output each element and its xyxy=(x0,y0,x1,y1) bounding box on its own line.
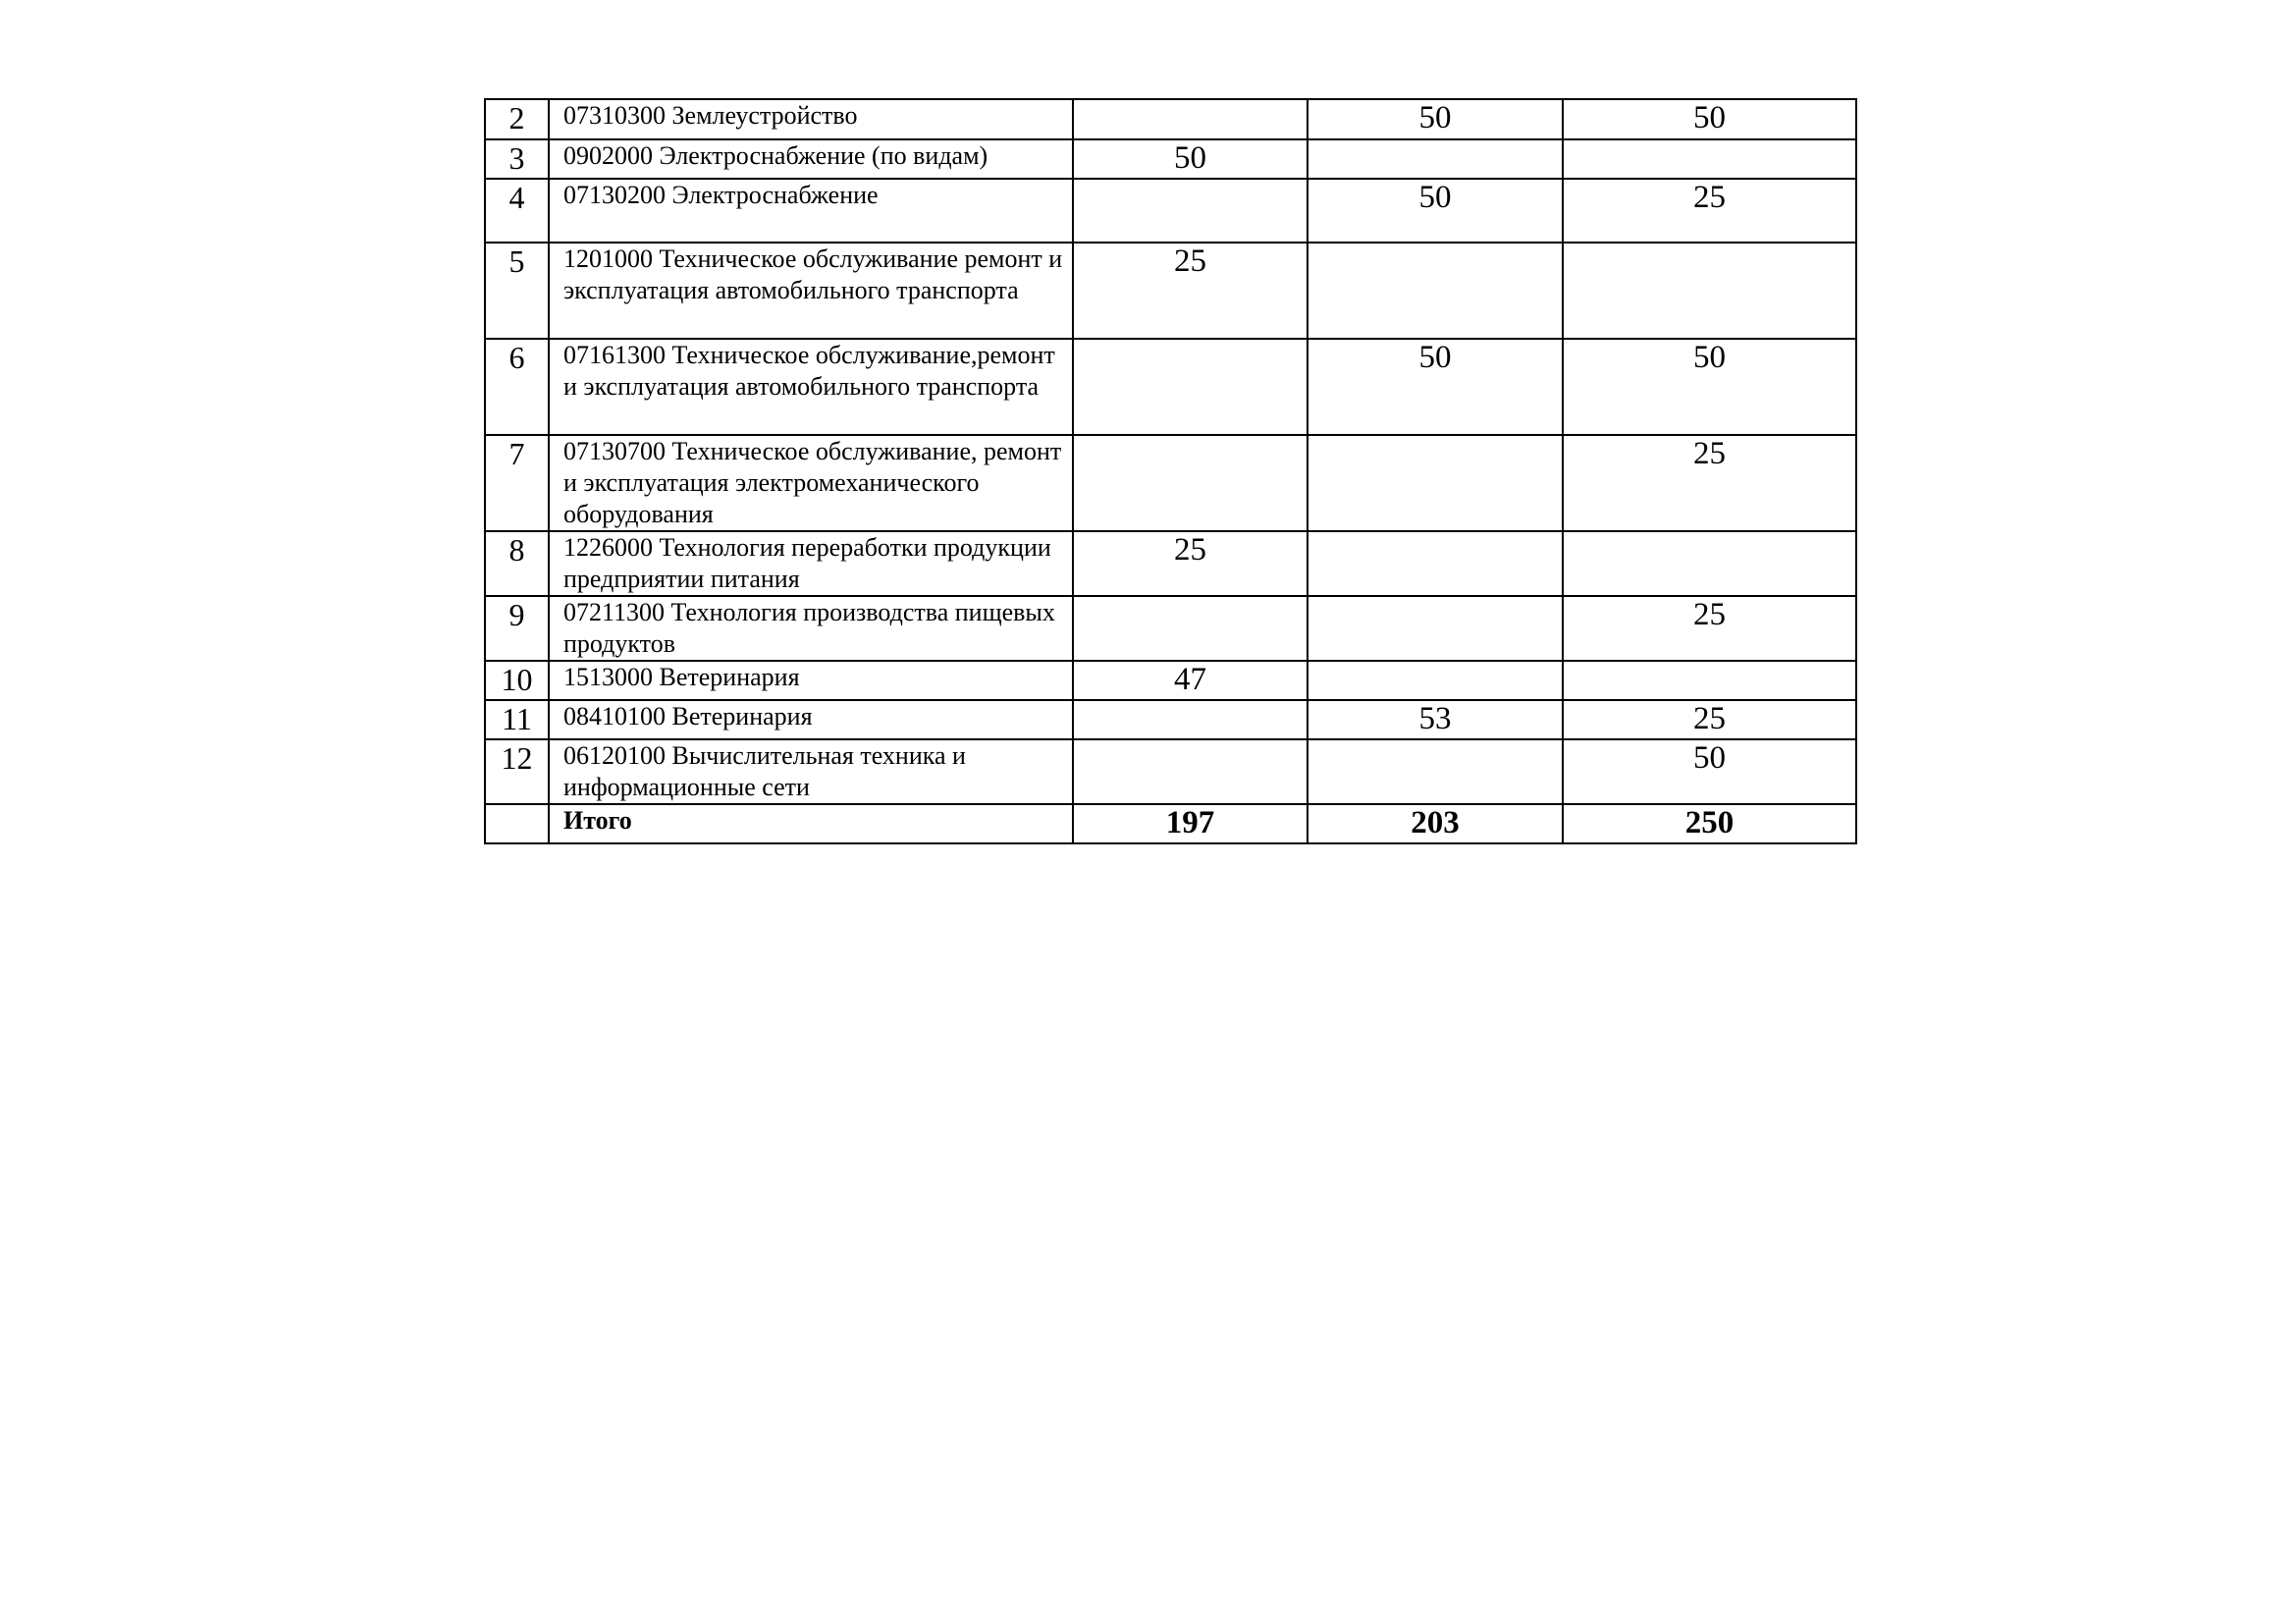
row-number: 11 xyxy=(485,700,549,739)
value-col-2: 53 xyxy=(1308,700,1563,739)
table-row xyxy=(485,661,1856,700)
value-col-2 xyxy=(1308,139,1563,179)
value-col-1 xyxy=(1073,435,1308,531)
row-number: 10 xyxy=(485,661,549,700)
value-col-3: 25 xyxy=(1563,700,1856,739)
specialty-name: 0902000 Электроснабжение (по видам) xyxy=(549,139,1073,179)
row-number: 5 xyxy=(485,243,549,339)
value-col-1: 47 xyxy=(1073,661,1308,700)
total-col-2: 203 xyxy=(1308,804,1563,843)
value-col-3 xyxy=(1563,661,1856,700)
table-row xyxy=(485,596,1856,661)
row-number: 7 xyxy=(485,435,549,531)
value-col-1 xyxy=(1073,179,1308,243)
value-col-2 xyxy=(1308,596,1563,661)
value-col-1 xyxy=(1073,739,1308,804)
specialty-name: 08410100 Ветеринария xyxy=(549,700,1073,739)
total-col-3: 250 xyxy=(1563,804,1856,843)
value-col-2: 50 xyxy=(1308,99,1563,139)
row-number: 9 xyxy=(485,596,549,661)
value-col-1 xyxy=(1073,99,1308,139)
row-number: 6 xyxy=(485,339,549,435)
table-row xyxy=(485,99,1856,139)
value-col-2 xyxy=(1308,661,1563,700)
value-col-3: 50 xyxy=(1563,739,1856,804)
specialty-name: 1226000 Технология переработки продукции предприятии питания xyxy=(549,531,1073,596)
total-label: Итого xyxy=(549,804,1073,843)
specialty-name: 07130200 Электроснабжение xyxy=(549,179,1073,243)
value-col-1 xyxy=(1073,596,1308,661)
specialty-name: 07161300 Техническое обслуживание,ремонт и эксплуатация автомобильного транспорта xyxy=(549,339,1073,435)
value-col-3 xyxy=(1563,139,1856,179)
total-row xyxy=(485,804,1856,843)
value-col-3 xyxy=(1563,531,1856,596)
specialty-name: 1513000 Ветеринария xyxy=(549,661,1073,700)
value-col-3: 25 xyxy=(1563,179,1856,243)
table-row xyxy=(485,339,1856,435)
table-row xyxy=(485,435,1856,531)
table-row xyxy=(485,139,1856,179)
specialty-name: 07310300 Землеустройство xyxy=(549,99,1073,139)
value-col-2 xyxy=(1308,739,1563,804)
value-col-3 xyxy=(1563,243,1856,339)
total-number-cell xyxy=(485,804,549,843)
value-col-1 xyxy=(1073,339,1308,435)
row-number: 8 xyxy=(485,531,549,596)
value-col-3: 50 xyxy=(1563,99,1856,139)
value-col-3: 50 xyxy=(1563,339,1856,435)
value-col-2: 50 xyxy=(1308,339,1563,435)
table-row xyxy=(485,179,1856,243)
specialty-name: 07130700 Техническое обслуживание, ремонт и эксплуатация электромеханического оборудования xyxy=(549,435,1073,531)
value-col-3: 25 xyxy=(1563,435,1856,531)
table-row xyxy=(485,700,1856,739)
total-col-1: 197 xyxy=(1073,804,1308,843)
value-col-1: 50 xyxy=(1073,139,1308,179)
value-col-1: 25 xyxy=(1073,243,1308,339)
specialties-table xyxy=(484,98,1857,844)
row-number: 2 xyxy=(485,99,549,139)
value-col-2: 50 xyxy=(1308,179,1563,243)
value-col-2 xyxy=(1308,243,1563,339)
specialty-name: 07211300 Технология производства пищевых продуктов xyxy=(549,596,1073,661)
row-number: 12 xyxy=(485,739,549,804)
table-row xyxy=(485,531,1856,596)
row-number: 4 xyxy=(485,179,549,243)
value-col-2 xyxy=(1308,435,1563,531)
row-number: 3 xyxy=(485,139,549,179)
table-row xyxy=(485,243,1856,339)
value-col-1: 25 xyxy=(1073,531,1308,596)
table-row xyxy=(485,739,1856,804)
value-col-1 xyxy=(1073,700,1308,739)
value-col-3: 25 xyxy=(1563,596,1856,661)
specialty-name: 06120100 Вычислительная техника и информационные сети xyxy=(549,739,1073,804)
specialty-name: 1201000 Техническое обслуживание ремонт и эксплуатация автомобильного транспорта xyxy=(549,243,1073,339)
value-col-2 xyxy=(1308,531,1563,596)
